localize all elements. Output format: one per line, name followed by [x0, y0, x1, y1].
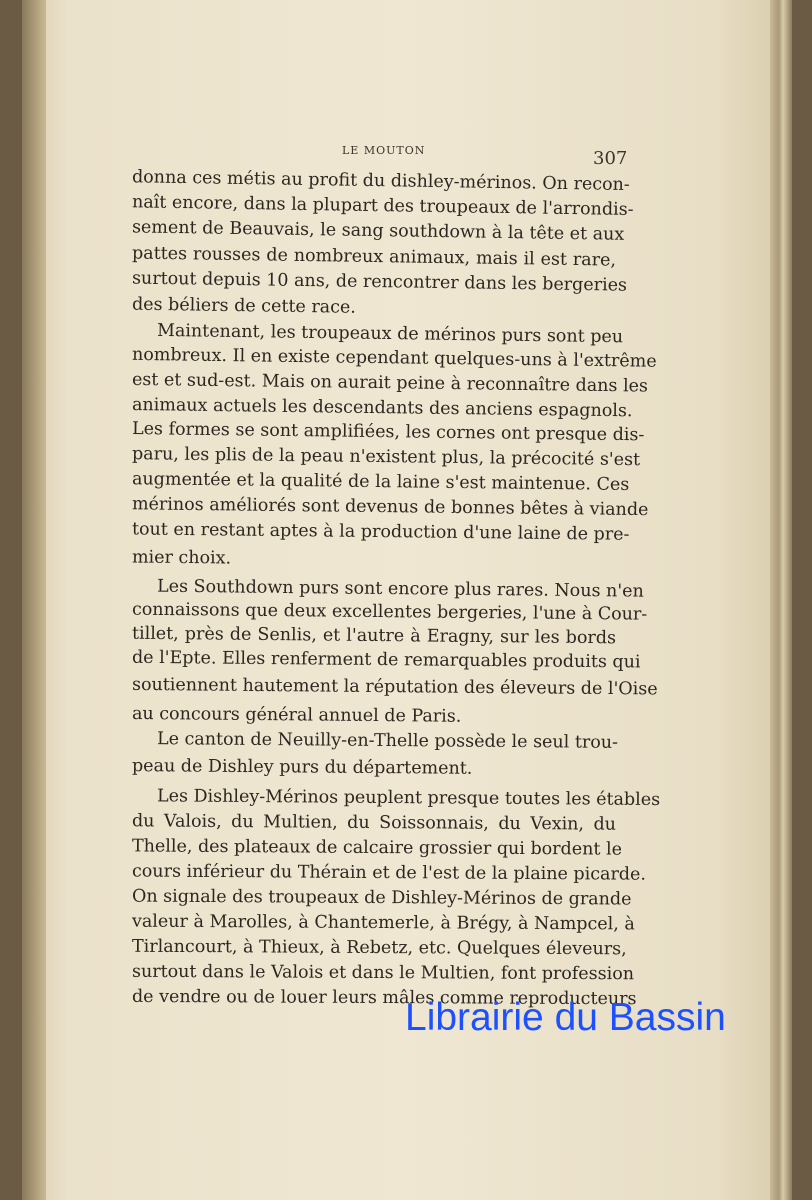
text-line: mérinos améliorés sont devenus de bonnes bêtes à viande [131, 494, 649, 521]
text-line: animaux actuels les descendants des anciens espagnols. [131, 394, 633, 422]
text-line: cours inférieur du Thérain et de l'est de la plaine picarde. [131, 861, 647, 885]
text-line: sement de Beauvais, le sang southdown à la tête et aux [131, 217, 625, 245]
page-gutter [22, 0, 46, 1200]
text-line: Les Southdown purs sont encore plus rares. Nous n'en [156, 576, 644, 602]
text-line: pattes rousses de nombreux animaux, mais il est rare, [131, 243, 617, 271]
text-line: est et sud-est. Mais on aurait peine à reconnaître dans les [131, 369, 649, 397]
text-line: au concours général annuel de Paris. [131, 703, 462, 727]
text-line: augmentée et la qualité de la laine s'est maintenue. Ces [131, 469, 630, 495]
text-line: Le canton de Neuilly-en-Thelle possède le seul trou- [156, 729, 619, 753]
text-line: mier choix. [131, 547, 232, 569]
text-line: On signale des troupeaux de Dishley-Mérinos de grande [131, 886, 632, 910]
page-edge [770, 0, 792, 1200]
text-line: Thelle, des plateaux de calcaire grossier qui bordent le [131, 836, 623, 860]
text-line: peau de Dishley purs du département. [131, 756, 473, 779]
text-line: tillet, près de Senlis, et l'autre à Eragny, sur les bords [131, 623, 617, 649]
text-line: tout en restant aptes à la production d'une laine de pre- [131, 519, 630, 545]
text-line: Les Dishley-Mérinos peuplent presque toutes les étables [156, 786, 661, 811]
text-line: naît encore, dans la plupart des troupeaux de l'arrondis- [131, 192, 634, 220]
watermark: Librairie du Bassin [405, 996, 726, 1039]
running-title: LE MOUTON [342, 144, 426, 157]
text-line: surtout depuis 10 ans, de rencontrer dans les bergeries [131, 268, 628, 296]
text-line: nombreux. Il en existe cependant quelques-uns à l'extrême [131, 344, 657, 372]
page-number: 307 [593, 148, 628, 169]
text-line: connaissons que deux excellentes bergeries, l'une à Cour- [131, 599, 648, 625]
text-line: valeur à Marolles, à Chantemerle, à Brégy, à Nampcel, à [131, 911, 635, 935]
text-line: surtout dans le Valois et dans le Multien, font profession [131, 961, 635, 985]
text-line: paru, les plis de la peau n'existent plus, la précocité s'est [131, 444, 641, 471]
text-line: Les formes se sont amplifiées, les cornes ont presque dis- [131, 419, 645, 446]
text-line: du Valois, du Multien, du Soissonnais, du Vexin, du [131, 811, 617, 835]
text-line: Maintenant, les troupeaux de mérinos purs sont peu [156, 320, 624, 348]
text-line: de vendre ou de louer leurs mâles comme reproducteurs [131, 986, 637, 1010]
text-line: soutiennent hautement la réputation des éleveurs de l'Oise [131, 674, 658, 700]
text-line: donna ces métis au profit du dishley-mérinos. On recon- [131, 167, 630, 196]
text-line: Tirlancourt, à Thieux, à Rebetz, etc. Quelques éleveurs, [131, 936, 627, 960]
text-line: de l'Epte. Elles renferment de remarquables produits qui [131, 647, 641, 673]
text-line: des béliers de cette race. [131, 294, 357, 318]
